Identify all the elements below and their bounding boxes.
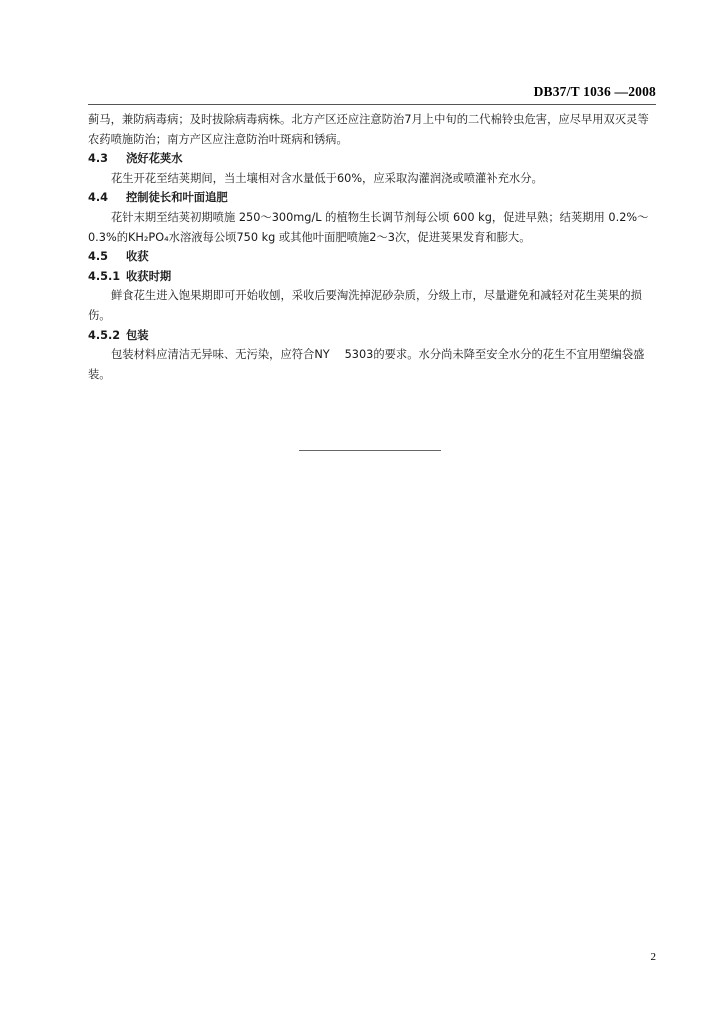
section-heading-4-5-1: [88, 267, 656, 287]
section-number: 4.5.2: [88, 328, 121, 342]
section-number: 4.3: [88, 152, 109, 166]
section-title: 包装: [126, 328, 149, 342]
section-4-5-1-text: 鲜食花生进入饱果期即可开始收刨，采收后要淘洗掉泥砂杂质，分级上市，尽量避免和减轻对花生荚果的损伤。: [88, 289, 642, 322]
section-heading-4-3: [88, 149, 656, 169]
section-heading-4-5: [88, 247, 656, 267]
document-body: [88, 110, 656, 384]
section-number: 4.5.1: [88, 269, 121, 283]
section-heading-4-4: [88, 188, 656, 208]
section-title: 浇好花荚水: [126, 152, 183, 166]
section-number: 4.5: [88, 250, 109, 264]
section-title: 收获时期: [126, 269, 172, 283]
header-rule: [88, 104, 656, 105]
section-title: 控制徒长和叶面追肥: [126, 191, 228, 205]
section-4-4-text: 花针末期至结荚初期喷施 250～300mg/L 的植物生长调节剂每公顷 600 kg，促进早熟；结荚期用 0.2%～0.3%的KH₂PO₄水溶液每公顷750 kg 或其他叶面肥喷施2～3次，促进荚果发育和膨大。: [88, 210, 649, 244]
page-number: 2: [650, 951, 656, 963]
section-number: 4.4: [88, 191, 109, 205]
section-4-3-text: 花生开花至结荚期间，当土壤相对含水量低于60%，应采取沟灌润浇或喷灌补充水分。: [111, 171, 543, 185]
section-4-5-2-text: 包装材料应清洁无异味、无污染，应符合NY 5303的要求。水分尚未降至安全水分的花生不宜用塑编袋盛装。: [88, 348, 645, 381]
section-title: 收获: [126, 250, 149, 264]
section-heading-4-5-2: [88, 326, 656, 346]
standard-code-header: DB37/T 1036 —2008: [533, 84, 656, 99]
paragraph-continuation: 蓟马，兼防病毒病；及时拔除病毒病株。北方产区还应注意防治7月上中旬的二代棉铃虫危害，应尽早用双灭灵等农药喷施防治；南方产区应注意防治叶斑病和锈病。: [88, 113, 649, 146]
end-of-document-rule: [299, 450, 441, 451]
